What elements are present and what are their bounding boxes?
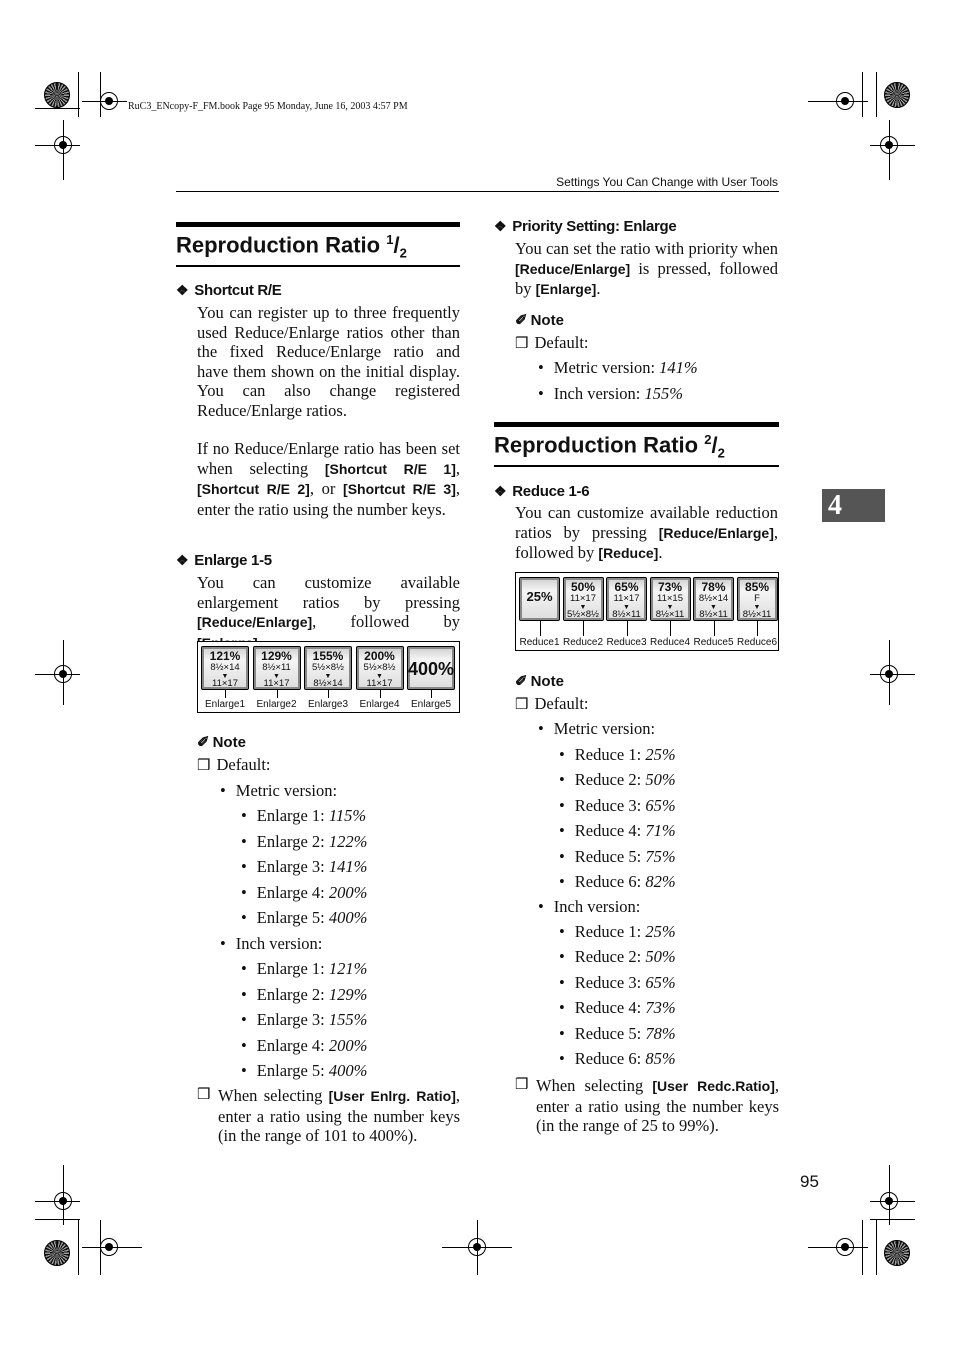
- list-item: • Enlarge 4: 200%: [241, 1035, 368, 1055]
- shortcut-paragraph-2: If no Reduce/Enlarge ratio has been set when selecting [Shortcut R/E 1], [Shortcut R/E 2], or [Shortcut R/E 3], enter the ratio using the number keys.: [197, 439, 461, 519]
- key-leader-line: [627, 621, 628, 636]
- section-title-1: Reproduction Ratio $^1/_2$: [176, 232, 407, 261]
- ratio-key: 200% 5½×8½ ▼ 11×17: [356, 646, 404, 690]
- registration-mark-icon: [836, 1238, 854, 1256]
- registration-mark-icon: [54, 136, 72, 154]
- user-enlarge-note: ❒ When selecting [User Enlrg. Ratio], enter a ratio using the number keys (in the range of 101 to 400%).: [197, 1086, 461, 1145]
- color-rosette-icon: [884, 82, 910, 108]
- arrow-down-icon: ▼: [376, 672, 383, 680]
- arrow-down-icon: ▼: [273, 672, 280, 680]
- enlarge-heading: ❖ Enlarge 1-5: [176, 552, 272, 569]
- key-label: Reduce6: [736, 637, 778, 648]
- key-leader-line: [328, 690, 329, 698]
- header-rule: [176, 191, 779, 192]
- user-reduce-note: ❒ When selecting [User Redc.Ratio], enter a ratio using the number keys (in the range of 25 to 99%).: [515, 1076, 780, 1135]
- checkbox-bullet-icon: ❒: [515, 697, 529, 713]
- pencil-note-icon: ✐: [515, 312, 528, 329]
- list-item: • Enlarge 1: 115%: [241, 806, 367, 825]
- list-item: • Reduce 2: 50%: [559, 770, 676, 790]
- registration-mark-icon: [100, 1238, 118, 1256]
- list-item: • Enlarge 5: 400%: [241, 1061, 368, 1080]
- shortcut-paragraph-1: You can register up to three frequently used Reduce/Enlarge ratios other than the fixed Reduce/Enlarge ratio and have them shown on the initial display. You can also change registered Reduce/Enlarge ratios.: [197, 303, 460, 420]
- key-label: Reduce4: [649, 637, 691, 648]
- section-bottom-rule: [176, 265, 460, 267]
- metric-version-label: • Metric version:: [538, 719, 656, 738]
- color-rosette-icon: [44, 82, 70, 108]
- arrow-down-icon: ▼: [710, 603, 717, 611]
- list-item: • Reduce 1: 25%: [559, 745, 676, 764]
- arrow-down-icon: ▼: [221, 672, 229, 680]
- inch-version-label: • Inch version:: [220, 934, 323, 953]
- ratio-key: 155% 5½×8½ ▼ 8½×14: [304, 646, 352, 690]
- color-rosette-icon: [884, 1240, 910, 1266]
- ratio-key: 400%: [407, 646, 455, 690]
- arrow-down-icon: ▼: [753, 603, 761, 611]
- ratio-key: 50% 11×17 ▼ 5½×8½: [563, 577, 604, 621]
- list-item: • Reduce 4: 73%: [559, 998, 676, 1018]
- priority-heading: ❖ Priority Setting: Enlarge: [494, 218, 677, 235]
- key-leader-line: [670, 621, 671, 636]
- note-default: ❒ Default:: [515, 333, 589, 352]
- key-leader-line: [380, 690, 381, 698]
- ratio-key: 78% 8½×14 ▼ 8½×11: [693, 577, 734, 621]
- diamond-bullet-icon: ❖: [176, 552, 189, 568]
- key-label: Reduce1: [519, 637, 560, 648]
- registration-mark-icon: [100, 92, 118, 110]
- key-label: Reduce5: [693, 637, 734, 648]
- list-item: • Enlarge 2: 129%: [241, 984, 368, 1004]
- section-bottom-rule: [494, 465, 779, 467]
- key-leader-line: [225, 690, 226, 698]
- priority-paragraph: You can set the ratio with priority when [Reduce/Enlarge] is pressed, followed by [Enlarge].: [515, 239, 778, 298]
- checkbox-bullet-icon: ❒: [197, 1087, 211, 1103]
- checkbox-bullet-icon: ❒: [515, 1077, 529, 1093]
- list-item: • Enlarge 2: 122%: [241, 831, 368, 851]
- section-top-rule: [494, 422, 779, 427]
- key-leader-line: [277, 690, 278, 698]
- registration-mark-icon: [54, 1192, 72, 1210]
- chapter-tab: 4: [822, 489, 885, 522]
- key-label: Reduce2: [562, 637, 604, 648]
- section-top-rule: [176, 222, 460, 227]
- file-info: RuC3_ENcopy-F_FM.book Page 95 Monday, June 16, 2003 4:57 PM: [128, 101, 408, 112]
- list-item: • Reduce 5: 75%: [559, 846, 676, 866]
- key-leader-line: [714, 621, 715, 636]
- registration-mark-icon: [54, 665, 72, 683]
- registration-mark-icon: [880, 665, 898, 683]
- diamond-bullet-icon: ❖: [494, 218, 507, 234]
- registration-mark-icon: [880, 1192, 898, 1210]
- ratio-key: 73% 11×15 ▼ 8½×11: [650, 577, 691, 621]
- list-item: • Reduce 3: 65%: [559, 795, 676, 815]
- page-number: 95: [800, 1172, 819, 1191]
- key-label: Reduce3: [606, 637, 647, 648]
- reduce-keys-panel: [515, 572, 779, 651]
- checkbox-bullet-icon: ❒: [515, 336, 529, 352]
- list-item: • Enlarge 5: 400%: [241, 908, 368, 927]
- arrow-down-icon: ▼: [579, 603, 587, 611]
- enlarge-paragraph: You can customize available enlargement ratios by pressing [Reduce/Enlarge], followed by: [197, 573, 460, 631]
- enlarge-keys-panel: [197, 641, 460, 713]
- note-heading: ✐ Note: [515, 673, 564, 690]
- list-item: • Enlarge 3: 141%: [241, 857, 368, 876]
- inch-version-label: • Inch version:: [538, 897, 641, 916]
- reduce-heading: ❖ Reduce 1-6: [494, 483, 590, 500]
- key-label: Enlarge1: [204, 699, 246, 710]
- list-item: • Reduce 5: 78%: [559, 1023, 676, 1043]
- arrow-down-icon: ▼: [666, 603, 674, 611]
- list-item: • Reduce 2: 50%: [559, 947, 676, 967]
- list-item: • Enlarge 3: 155%: [241, 1010, 368, 1029]
- running-title: Settings You Can Change with User Tools: [556, 175, 778, 189]
- ratio-key: 65% 11×17 ▼ 8½×11: [606, 577, 647, 621]
- ratio-key: 25%: [519, 577, 560, 621]
- pencil-note-icon: ✐: [197, 734, 210, 751]
- arrow-down-icon: ▼: [324, 672, 332, 680]
- note-default: ❒ Default:: [197, 755, 271, 774]
- registration-mark-icon: [468, 1238, 486, 1256]
- list-item: • Reduce 6: 82%: [559, 872, 676, 891]
- key-leader-line: [540, 621, 541, 636]
- arrow-down-icon: ▼: [623, 603, 630, 611]
- reduce-paragraph: You can customize available reduction ratios by pressing [Reduce/Enlarge], followed by [Reduce].: [515, 503, 778, 562]
- metric-version-label: • Metric version:: [220, 781, 338, 800]
- list-item: • Reduce 3: 65%: [559, 972, 676, 992]
- list-item: • Enlarge 1: 121%: [241, 959, 368, 978]
- list-item: • Reduce 6: 85%: [559, 1049, 676, 1068]
- key-label: Enlarge3: [307, 699, 349, 710]
- key-label: Enlarge2: [256, 699, 297, 710]
- note-heading: ✐ Note: [197, 734, 246, 751]
- key-leader-line: [583, 621, 584, 636]
- key-label: Enlarge4: [359, 699, 400, 710]
- pencil-note-icon: ✐: [515, 673, 528, 690]
- key-leader-line: [757, 621, 758, 636]
- section-title-2: Reproduction Ratio $^2/_2$: [494, 432, 725, 461]
- key-leader-line: [431, 690, 432, 698]
- ratio-key: 129% 8½×11 ▼ 11×17: [253, 646, 301, 690]
- registration-mark-icon: [880, 136, 898, 154]
- checkbox-bullet-icon: ❒: [197, 758, 211, 774]
- list-item: • Reduce 1: 25%: [559, 922, 676, 941]
- ratio-key: 121% 8½×14 ▼ 11×17: [201, 646, 249, 690]
- diamond-bullet-icon: ❖: [176, 282, 189, 298]
- list-item: • Reduce 4: 71%: [559, 821, 676, 841]
- registration-mark-icon: [836, 92, 854, 110]
- ratio-key: 85% F ▼ 8½×11: [737, 577, 778, 621]
- list-item: • Enlarge 4: 200%: [241, 882, 368, 902]
- color-rosette-icon: [44, 1240, 70, 1266]
- shortcut-heading: ❖ Shortcut R/E: [176, 282, 282, 299]
- diamond-bullet-icon: ❖: [494, 483, 507, 499]
- key-label: Enlarge5: [410, 699, 452, 710]
- priority-inch: • Inch version: 155%: [538, 384, 684, 403]
- note-heading: ✐ Note: [515, 312, 564, 329]
- note-default: ❒ Default:: [515, 694, 589, 713]
- priority-metric: • Metric version: 141%: [538, 358, 698, 377]
